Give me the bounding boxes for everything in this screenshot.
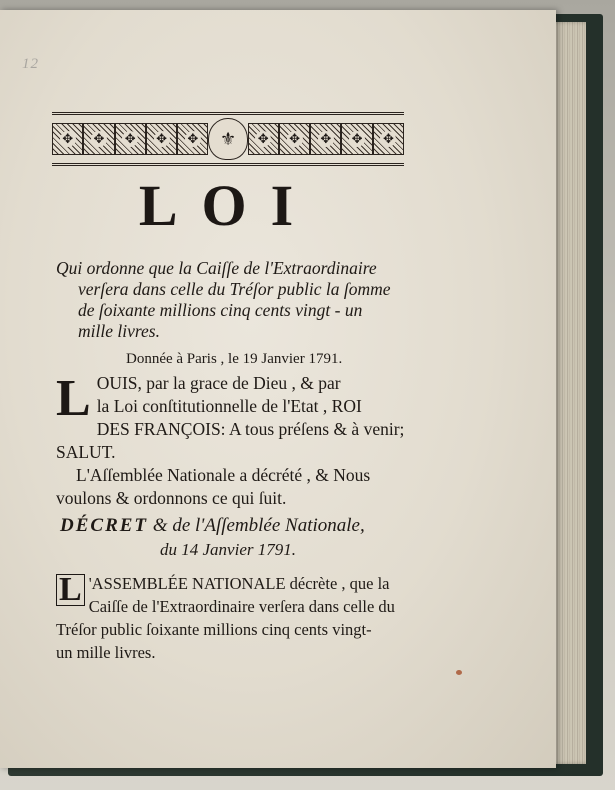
preamble-line: SALUT. bbox=[56, 442, 116, 462]
decree-paragraph bbox=[56, 572, 416, 664]
document-page bbox=[0, 10, 556, 768]
subtitle-line: Qui ordonne que la Caiſſe de l'Extraordinaire bbox=[56, 258, 377, 278]
royal-crest-icon: ⚜ bbox=[208, 118, 247, 160]
ink-stain bbox=[456, 670, 462, 675]
subtitle-line: verſera dans celle du Tréſor public la ſomme bbox=[78, 279, 391, 299]
decret-heading: DÉCRET & de l'Aſſemblée Nationale, bbox=[60, 515, 365, 536]
dropcap: L bbox=[56, 370, 91, 427]
preamble-line: DES FRANÇOIS: A tous préſens & à venir; bbox=[96, 419, 405, 439]
document-subtitle bbox=[56, 258, 406, 342]
preamble-line: L'Aſſemblée Nationale a décrété , & Nous bbox=[76, 465, 371, 485]
ornament-band bbox=[52, 112, 404, 166]
dropcap: L bbox=[56, 574, 85, 606]
ornament-tile-icon: ✥ bbox=[341, 123, 372, 155]
preamble-paragraph bbox=[56, 372, 414, 510]
ornament-tile-icon: ✥ bbox=[177, 123, 208, 155]
subtitle-line: de ſoixante millions cinq cents vingt - un bbox=[78, 300, 363, 320]
preamble-line: OUIS, par la grace de Dieu , & par bbox=[96, 373, 341, 393]
ornament-tile-icon: ✥ bbox=[310, 123, 341, 155]
decree-line: un mille livres. bbox=[56, 643, 156, 662]
ornament-tile-icon: ✥ bbox=[373, 123, 404, 155]
ornament-tile-icon: ✥ bbox=[248, 123, 279, 155]
ornament-tile-icon: ✥ bbox=[83, 123, 114, 155]
subtitle-line: mille livres. bbox=[78, 321, 160, 341]
decret-heading-rest: de l'Aſſemblée Nationale, bbox=[172, 515, 365, 536]
ornament-tile-icon: ✥ bbox=[146, 123, 177, 155]
preamble-line: voulons & ordonnons ce qui ſuit. bbox=[56, 488, 287, 508]
document-title: LOI bbox=[138, 173, 318, 238]
decret-heading-main: DÉCRET bbox=[60, 515, 149, 536]
decree-line: Tréſor public ſoixante millions cinq cents vingt- bbox=[56, 620, 372, 639]
ornament-tile-icon: ✥ bbox=[279, 123, 310, 155]
dateline: Donnée à Paris , le 19 Janvier 1791. bbox=[126, 351, 343, 367]
preamble-line: la Loi conſtitutionnelle de l'Etat , ROI bbox=[96, 396, 362, 416]
decret-date: du 14 Janvier 1791. bbox=[160, 540, 296, 559]
pencil-note: 12 bbox=[22, 56, 39, 72]
ornament-tile-icon: ✥ bbox=[115, 123, 146, 155]
decree-line: Caiſſe de l'Extraordinaire verſera dans celle du bbox=[88, 597, 395, 616]
decree-line: 'ASSEMBLÉE NATIONALE décrète , que la bbox=[88, 574, 390, 593]
ornament-tile-icon: ✥ bbox=[52, 123, 83, 155]
